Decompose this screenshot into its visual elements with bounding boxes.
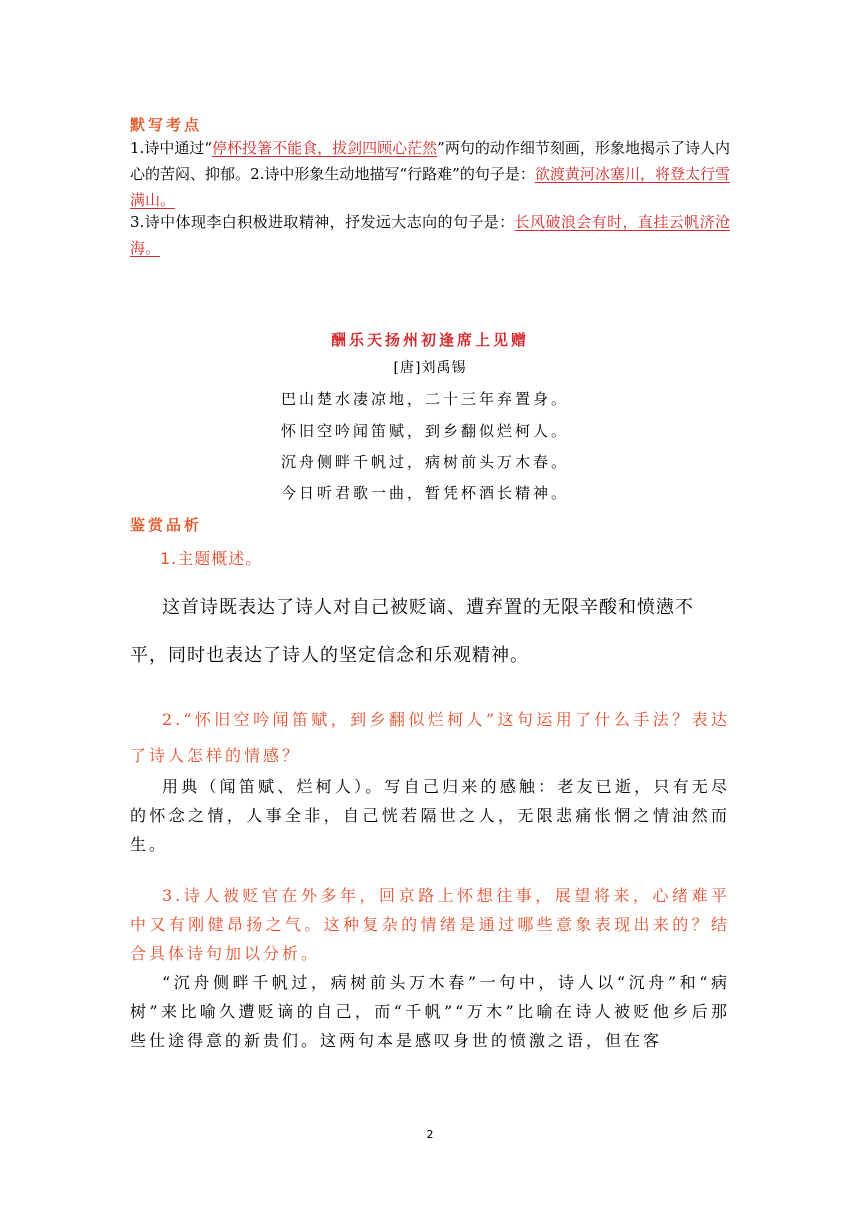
dictation-item3-answer: 长风破浪会有时，直挂云帆济沧海。 — [130, 213, 730, 257]
poem-line: 巴山楚水凄凉地，二十三年弃置身。 — [280, 390, 569, 408]
dictation-item-3 — [130, 209, 730, 261]
q1-body: 这首诗既表达了诗人对自己被贬谪、遭弃置的无限辛酸和愤懑不平，同时也表达了诗人的坚定信念和乐观精神。 — [130, 597, 694, 666]
page-number: 2 — [426, 1128, 434, 1141]
dictation-item1-answer: 停杯投箸不能食，拔剑四顾心茫然 — [212, 139, 438, 157]
poem-author: [唐]刘禹锡 — [393, 360, 467, 376]
q3-answer: “沉舟侧畔千帆过，病树前头万木春”一句中，诗人以“沉舟”和“病树”来比喻久遭贬谪的自己，而“千帆”“万木”比喻在诗人被贬他乡后那些仕途得意的新贵们。这两句本是感叹身世的愤激之语，但在客 — [130, 973, 730, 1050]
q3-title: 3.诗人被贬官在外多年，回京路上怀想往事，展望将来，心绪难平中又有刚健昂扬之气。这种复杂的情绪是通过哪些意象表现出来的？结合具体诗句加以分析。 — [130, 886, 730, 963]
dictation-item2-answer: 欲渡黄河冰塞川，将登太行雪满山。 — [130, 165, 730, 209]
dictation-heading: 默写考点 — [130, 116, 203, 134]
dictation-item2-prefix: 2.诗中形象生动地描写“行路难”的句子是： — [250, 165, 535, 183]
dictation-item1-prefix: 1.诗中通过“ — [130, 139, 213, 157]
analysis-heading: 鉴赏品析 — [130, 516, 203, 534]
q1-title: 1.主题概述。 — [160, 549, 263, 568]
poem-title: 酬乐天扬州初逢席上见赠 — [330, 331, 529, 349]
poem-line: 沉舟侧畔千帆过，病树前头万木春。 — [280, 453, 569, 471]
q2-title: 2.“怀旧空吟闻笛赋，到乡翻似烂柯人”这句运用了什么手法？表达了诗人怎样的情感？ — [130, 710, 730, 765]
dictation-item3-prefix: 3.诗中体现李白积极进取精神，抒发远大志向的句子是： — [130, 213, 515, 231]
q2-answer: 用典（闻笛赋、烂柯人）。写自己归来的感触：老友已逝，只有无尽的怀念之情，人事全非，自己恍若隔世之人，无限悲痛怅惘之情油然而生。 — [130, 777, 730, 854]
poem-line: 怀旧空吟闻笛赋，到乡翻似烂柯人。 — [280, 422, 569, 440]
poem-line: 今日听君歌一曲，暂凭杯酒长精神。 — [280, 484, 569, 502]
dictation-items-1-2 — [130, 135, 730, 213]
dictation-item1-suffix: ”两句的动作细节刻画，形象地揭示了诗人内心的苦闷、抑郁。 — [130, 139, 730, 183]
